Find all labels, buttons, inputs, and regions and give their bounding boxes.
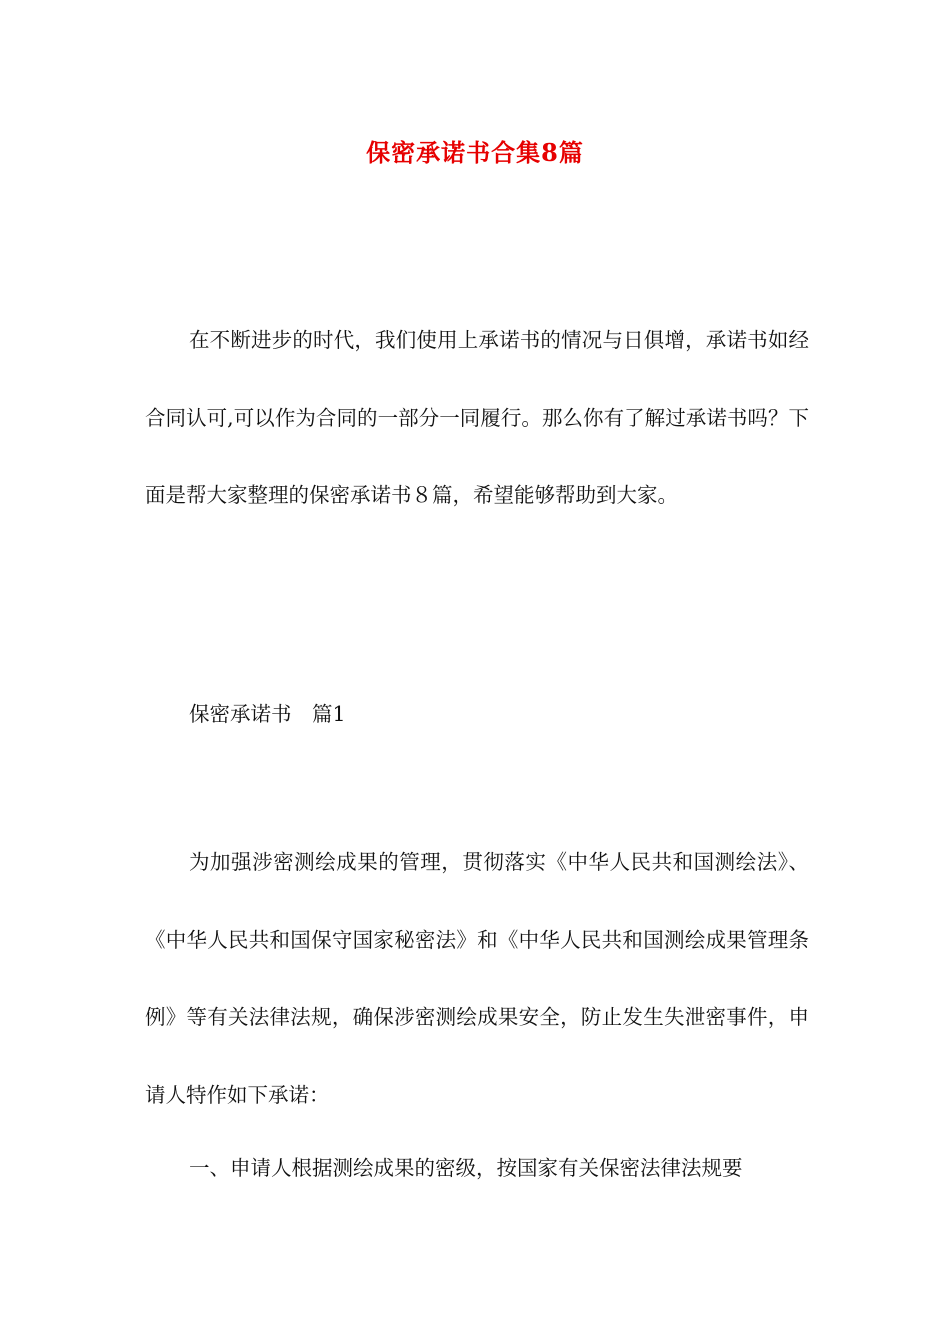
section-heading: 保密承诺书 篇1: [189, 702, 346, 726]
document-title: 保密承诺书合集8篇: [366, 138, 584, 167]
intro-paragraph: 在不断进步的时代，我们使用上承诺书的情况与日俱增，承诺书如经合同认可,可以作为合同的一部分一同履行。那么你有了解过承诺书吗？下面是帮大家整理的保密承诺书８篇，希望能够帮助到大家。: [145, 328, 809, 507]
body-paragraph: 为加强涉密测绘成果的管理，贯彻落实《中华人民共和国测绘法》、《中华人民共和国保守国家秘密法》和《中华人民共和国测绘成果管理条例》等有关法律法规，确保涉密测绘成果安全，防止发生失泄密事件，申请人特作如下承诺：: [145, 850, 809, 1107]
body-paragraph: 一、申请人根据测绘成果的密级，按国家有关保密法律法规要: [189, 1156, 743, 1180]
